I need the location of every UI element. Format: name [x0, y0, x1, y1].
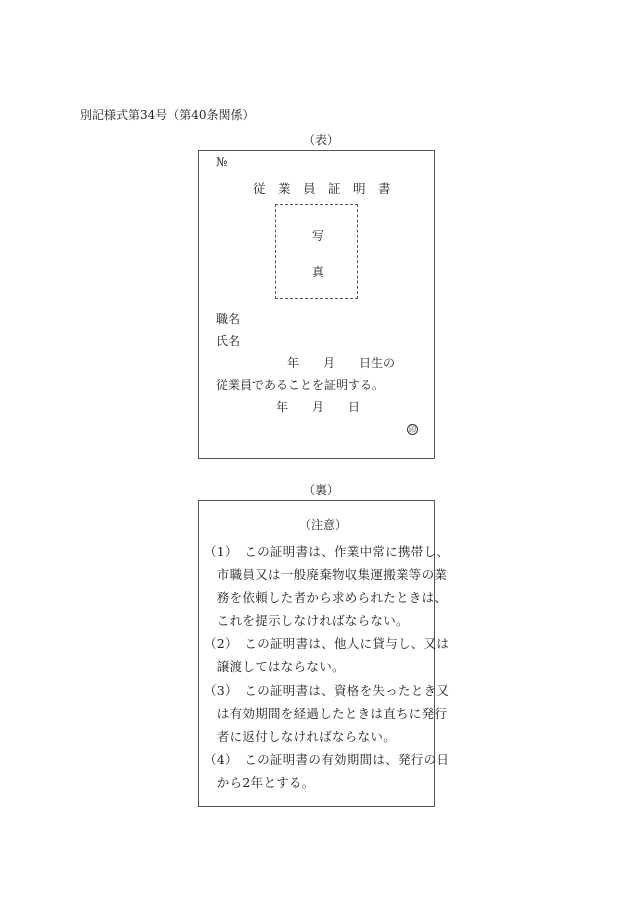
front-side-label: （表） [303, 133, 340, 147]
seal-mark: 印 [409, 426, 416, 434]
note-line: （3） この証明書は、資格を失ったとき又 [204, 683, 450, 698]
note-line: 者に返付しなければならない。 [204, 729, 397, 744]
birth-date-line: 年 月 日生の [287, 356, 396, 370]
job-title-label: 職名 [216, 312, 241, 326]
certification-statement: 従業員であることを証明する。 [216, 378, 385, 392]
back-side-label: （裏） [303, 483, 340, 497]
front-certificate-box [198, 150, 435, 459]
note-line: から2年とする。 [204, 775, 315, 790]
note-line: これを提示しなければならない。 [204, 613, 409, 628]
note-line: 市職員又は一般廃棄物収集運搬業等の業 [204, 567, 448, 582]
note-line: は有効期間を経過したときは直ちに発行 [204, 706, 448, 721]
back-notes-box [198, 500, 450, 807]
note-line: （4） この証明書の有効期間は、発行の日 [204, 752, 450, 767]
name-label: 氏名 [216, 334, 241, 348]
note-line: （1） この証明書は、作業中常に携帯し、 [204, 544, 450, 559]
photo-char-1: 写 [312, 229, 325, 243]
certificate-title: 従 業 員 証 明 書 [253, 181, 391, 196]
form-number: 別記様式第34号（第40条関係） [80, 108, 255, 122]
note-line: （2） この証明書は、他人に貸与し、又は [204, 636, 450, 651]
number-label: № [216, 155, 228, 169]
photo-area [275, 204, 358, 299]
notes-title: （注意） [299, 518, 348, 532]
issue-date-line: 年 月 日 [276, 400, 361, 414]
note-line: 譲渡してはならない。 [204, 659, 345, 674]
note-line: 務を依頼した者から求められたときは、 [204, 590, 448, 605]
photo-char-2: 真 [312, 265, 325, 279]
